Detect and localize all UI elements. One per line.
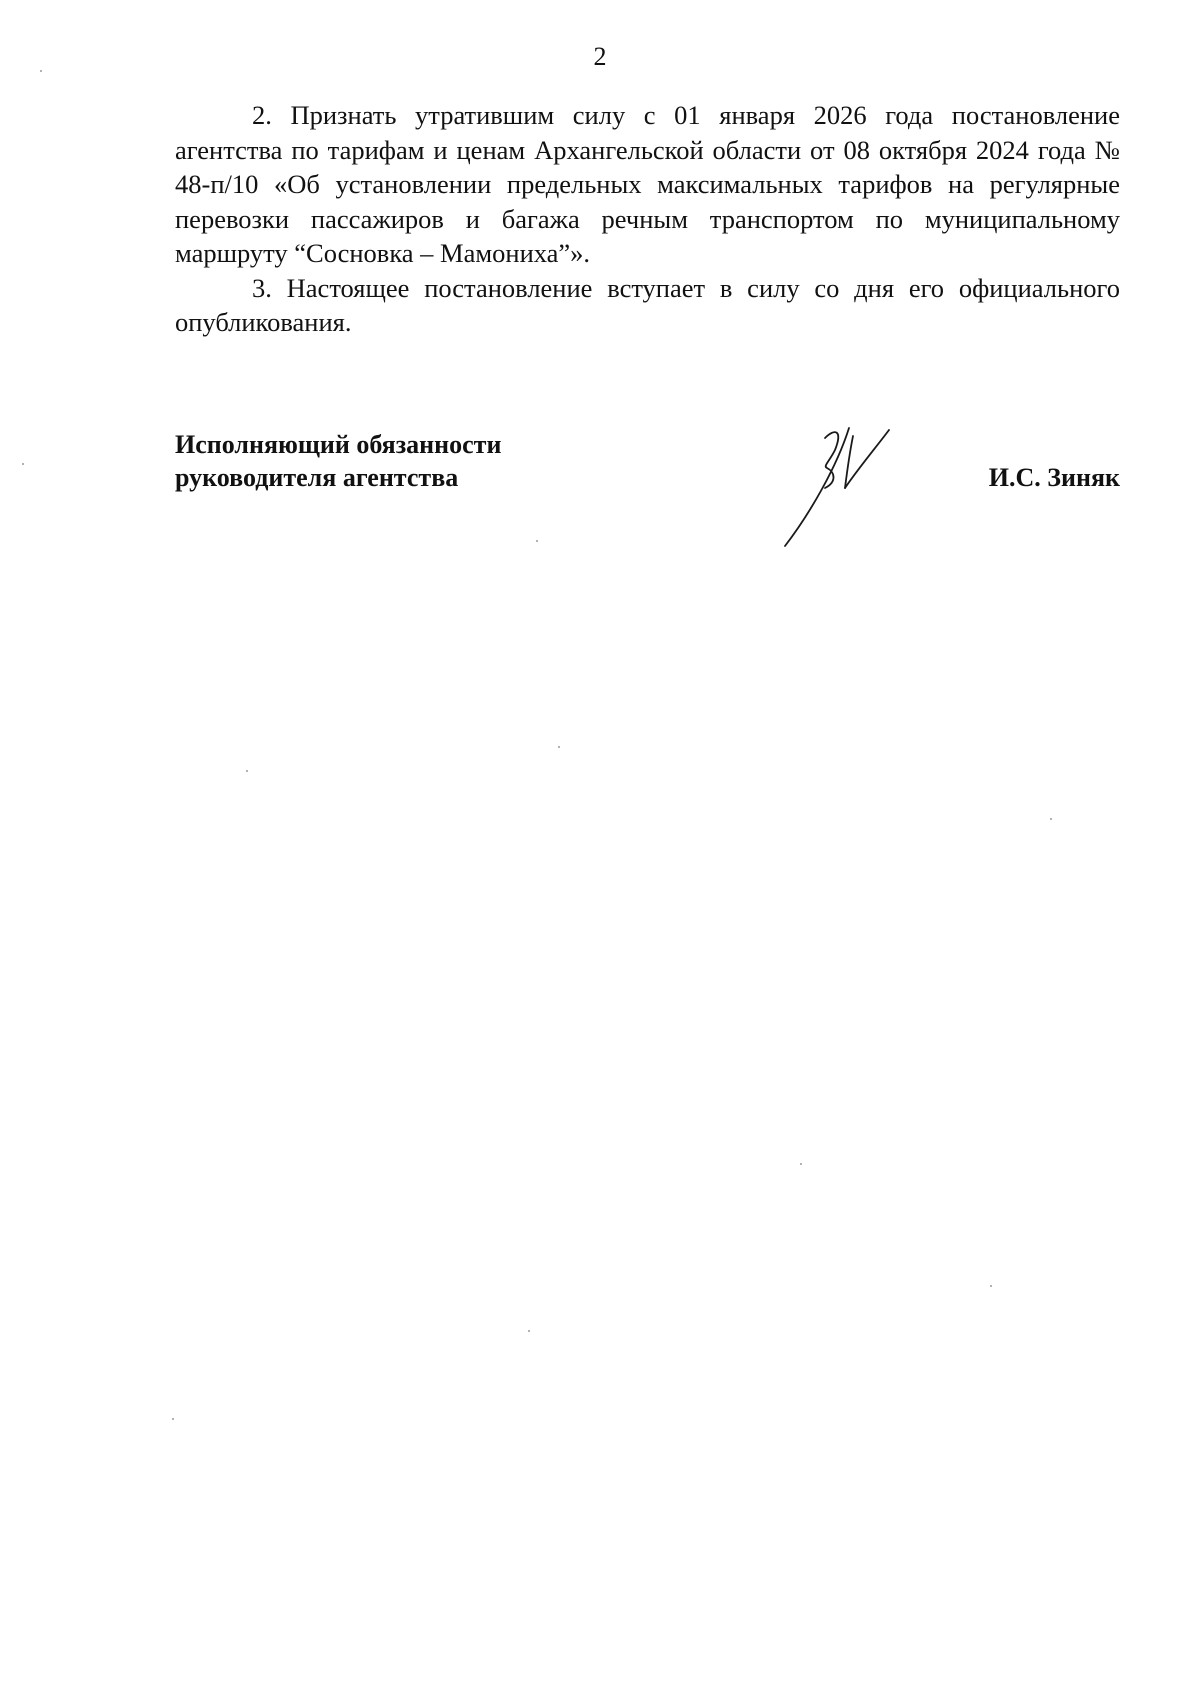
signer-title-line-2: руководителя агентства (175, 463, 459, 492)
signature-block (175, 428, 1120, 548)
scan-speck (1050, 818, 1052, 820)
scan-speck (990, 1285, 992, 1287)
scan-speck (22, 463, 24, 465)
document-body (175, 98, 1120, 340)
scan-speck (800, 1163, 802, 1165)
scan-speck (558, 746, 560, 748)
scan-speck (172, 1418, 174, 1420)
signer-name: И.С. Зиняк (988, 463, 1120, 492)
scan-speck (536, 540, 538, 542)
signer-title-line-1: Исполняющий обязанности (175, 430, 502, 459)
paragraph-item-2: 2. Признать утратившим силу с 01 января 2026 года постановление агентства по тарифам и ценам Архангельской области от 08 октября 2024 года № 48-п/10 «Об установлении предельных максимальных тарифов на регулярные перевозки пассажиров и багажа речным транспортом по муниципальному маршруту “Сосновка – Мамониха”». (175, 100, 1120, 268)
page-number: 2 (593, 42, 607, 71)
scan-speck (246, 770, 248, 772)
handwritten-signature-icon (765, 416, 915, 551)
scan-speck (40, 70, 42, 72)
signer-title (175, 428, 501, 494)
scan-speck (528, 1330, 530, 1332)
paragraph-item-3: 3. Настоящее постановление вступает в силу со дня его официального опубликования. (175, 272, 1120, 337)
